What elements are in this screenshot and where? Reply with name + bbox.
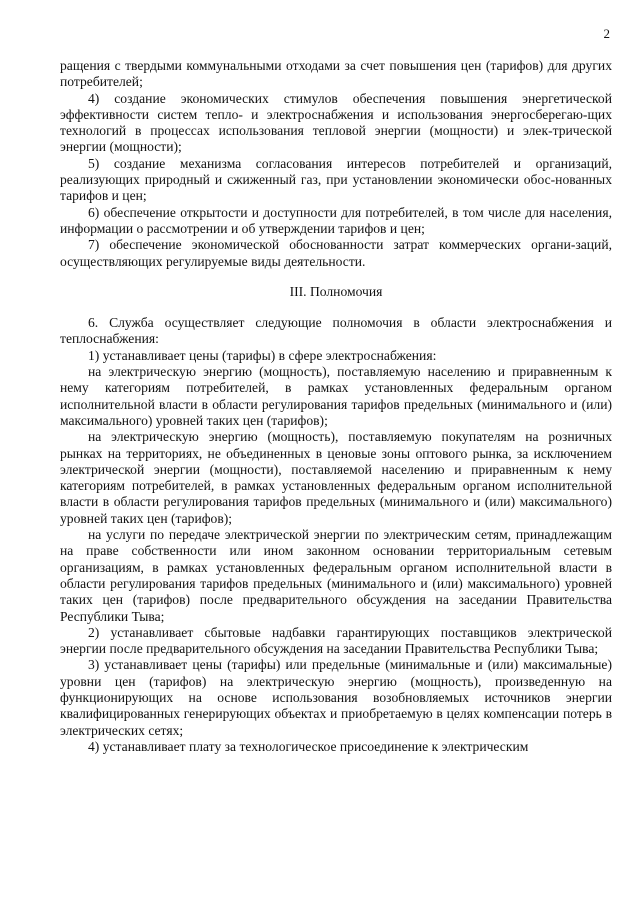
paragraph: на электрическую энергию (мощность), поставляемую покупателям на розничных рынках на территориях, не объединенных в ценовые зоны оптового рынка, за исключением электрической энергии (мощности), поставляемой населению и приравненным к нему категориям потребителей, в рамках установленных федеральным органом исполнительной власти в области регулирования тарифов предельных (минимального и (или) максимального) уровней таких цен (тарифов);	[60, 429, 612, 526]
paragraph: на услуги по передаче электрической энергии по электрическим сетям, принадлежащим на праве собственности или ином законном основании территориальным сетевым организациям, в рамках установленных федеральным органом исполнительной власти в области регулирования тарифов предельных (минимального и (или) максимального) уровней таких цен (тарифов) после предварительного обсуждения на заседании Правительства Республики Тыва;	[60, 527, 612, 624]
paragraph: 6) обеспечение открытости и доступности для потребителей, в том числе для населения, информации о рассмотрении и об утверждении тарифов и цен;	[60, 204, 612, 236]
paragraph: 3) устанавливает цены (тарифы) или предельные (минимальные и (или) максимальные) уровни цен (тарифов) на электрическую энергию (мощность), произведенную на функционирующих на основе использования возобновляемых источников энергии квалифицированных генерирующих объектах и приобретаемую в целях компенсации потерь в электрических сетях;	[60, 657, 612, 738]
paragraph: 4) устанавливает плату за технологическое присоединение к электрическим	[88, 738, 529, 754]
page-number: 2	[603, 26, 610, 41]
paragraph: 6. Служба осуществляет следующие полномочия в области электроснабжения и теплоснабжения:	[60, 315, 612, 347]
section-heading: III. Полномочия	[289, 283, 383, 299]
document-body	[60, 58, 612, 755]
paragraph: 7) обеспечение экономической обоснованности затрат коммерческих органи-заций, осуществляющих регулируемые виды деятельности.	[60, 237, 612, 269]
paragraph: ращения с твердыми коммунальными отходами за счет повышения цен (тарифов) для других потребителей;	[60, 58, 612, 90]
paragraph: 4) создание экономических стимулов обеспечения повышения энергетической эффективности систем тепло- и электроснабжения и использования энергосберегаю-щих технологий в процессах использования тепловой энергии (мощности) и элек-трической энергии (мощности);	[60, 90, 612, 155]
paragraph: на электрическую энергию (мощность), поставляемую населению и приравненным к нему категориям потребителей, в рамках установленных федеральным органом исполнительной власти в области регулирования тарифов предельных (минимального и (или) максимального) уровней таких цен (тарифов);	[60, 364, 612, 428]
paragraph: 2) устанавливает сбытовые надбавки гарантирующих поставщиков электрической энергии после предварительного обсуждения на заседании Правительства Республики Тыва;	[60, 624, 612, 657]
paragraph: 1) устанавливает цены (тарифы) в сфере электроснабжения:	[88, 347, 437, 363]
paragraph: 5) создание механизма согласования интересов потребителей и организаций, реализующих природный и сжиженный газ, при установлении экономически обос-нованных тарифов и цен;	[60, 155, 612, 204]
